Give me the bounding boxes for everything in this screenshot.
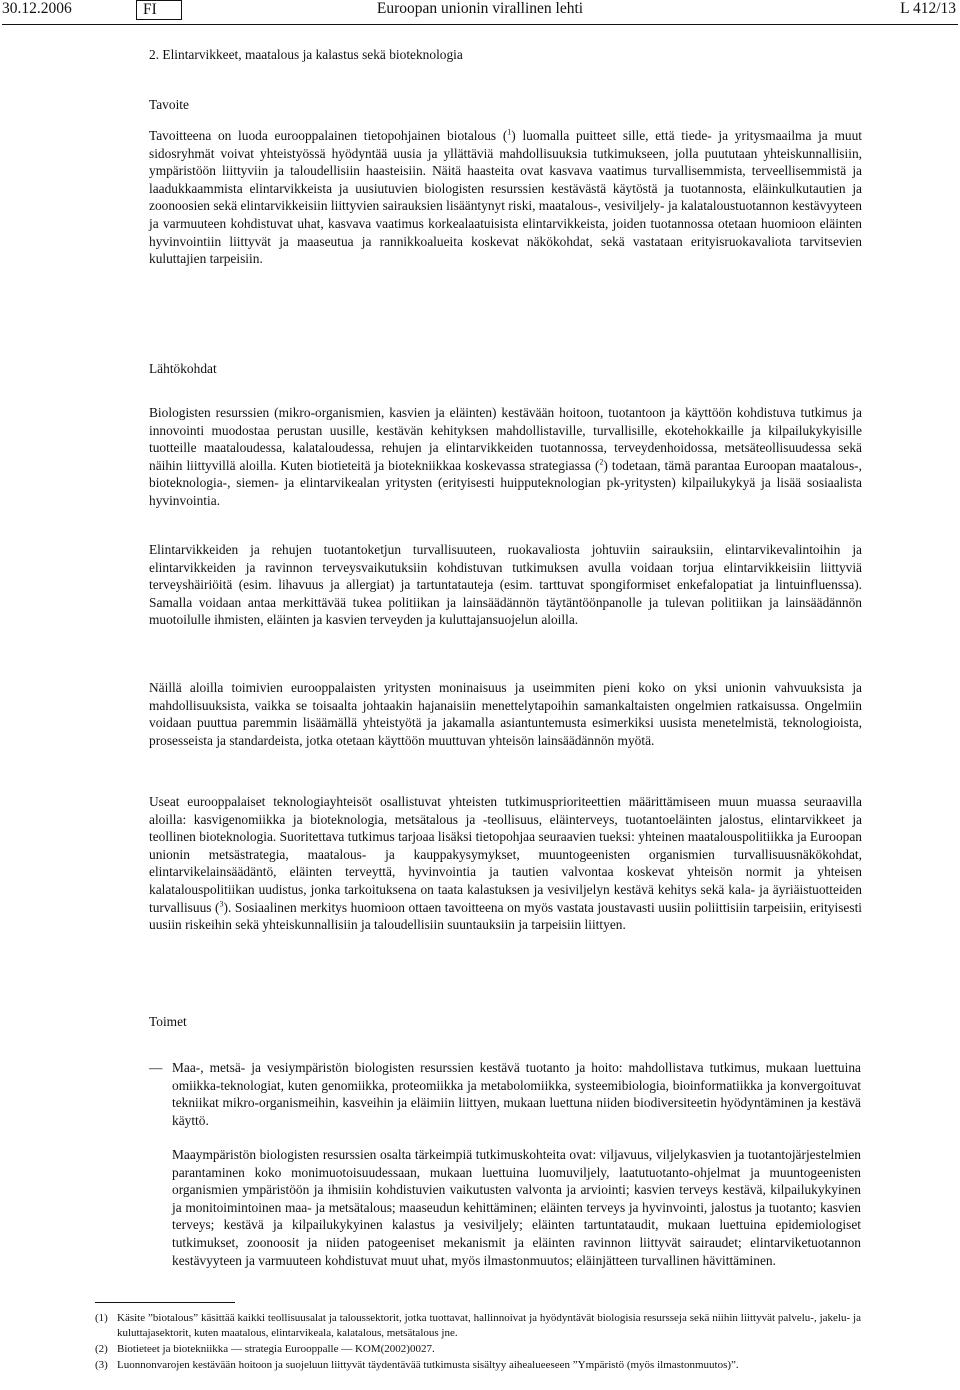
publication-date: 30.12.2006 <box>2 0 72 17</box>
background-paragraph-1 <box>149 404 862 510</box>
language-box: FI <box>136 0 182 20</box>
header-rule <box>2 24 958 25</box>
footnote-mark: (3) <box>95 1359 108 1371</box>
text-run: Useat eurooppalaiset teknologiayhteisöt osallistuvat yhteisten tutkimusprioriteettien määrittämiseen muun muassa seuraavilla aloilla: kasvigenomiikka ja bioteknologia, metsätalous ja -teollisuus, eläinterveys, tuotantoeläinten jalostus, elintarvikkeet ja teollinen bioteknologia. Suoritettava tutkimus tarjoaa lisäksi tietopohjaa seuraavien tueksi: yhteinen maatalouspolitiikka ja Euroopan unionin metsästrategia, maatalous- ja kauppakysymykset, muuntogeenisten organismien turvallisuusnäkökohdat, elintarvikelainsäädäntö, eläinten terveyttä, hyvinvointia ja tautien valvontaa koskevat yhteisön normit ja yhteisen kalatalouspolitiikan uudistus, jonka tarkoituksena on taata kalastuksen ja vesiviljelyn kestävä kehitys sekä kala- ja äyriäistuotteiden turvallisuus ( <box>149 794 862 915</box>
text-run: Tavoitteena on luoda eurooppalainen tietopohjainen biotalous ( <box>149 128 508 143</box>
section-title: 2. Elintarvikkeet, maatalous ja kalastus sekä bioteknologia <box>149 47 463 62</box>
objective-paragraph <box>149 127 862 268</box>
footnote-text: Käsite ”biotalous” käsittää kaikki teollisuusalat ja taloussektorit, jotka tuottavat, hallinnoivat ja hyödyntävät biologisia resursseja sekä niihin liittyvät palvelu-, jakelu- ja kuluttajasektorit, kuten maatalous, elintarvikeala, kalatalous, metsätalous jne. <box>117 1312 861 1339</box>
footnote-ref[interactable]: 3 <box>219 899 224 909</box>
actions-heading: Toimet <box>149 1014 187 1029</box>
footnote-ref[interactable]: 2 <box>599 457 604 467</box>
journal-title: Euroopan unionin virallinen lehti <box>376 0 584 17</box>
text-run: Biologisten resurssien (mikro-organismien, kasvien ja eläinten) kestävään hoitoon, tuotantoon ja käyttöön kohdistuva tutkimus ja innovointi muodostaa perustan uusille, kestävän kehityksen mahdollistaville, turvallisille, ekotehokkaille ja kilpailukykyisille tuotteille maataloudessa, kalataloudessa, rehujen ja elintarvikkeiden tuotannossa, terveydenhoidossa, metsäteollisuudessa sekä näihin liittyvillä aloilla. Kuten biotieteitä ja biotekniikkaa koskevassa strategiassa ( <box>149 405 862 473</box>
background-heading: Lähtökohdat <box>149 361 217 376</box>
list-dash: — <box>149 1060 163 1075</box>
footnote-mark: (2) <box>95 1343 108 1355</box>
background-paragraph-2: Elintarvikkeiden ja rehujen tuotantoketjun turvallisuuteen, ruokavaliosta johtuviin sairauksiin, elintarvikevalintoihin ja elintarvikkeiden ja ravinnon terveysvaikutuksiin kohdistuvan tutkimuksen avulla voidaan torjua elintarvikkeisiin liittyviä terveyshäiriöitä (esim. lihavuus ja allergiat) ja tartuntatauteja (esim. tarttuvat spongiformiset enkefalopatiat ja lintuinfluenssa). Samalla voidaan antaa merkittävää tukea politiikan ja lainsäädännön täytäntöönpanolle ja tulevan politiikan ja lainsäädännön muotoilulle ihmisten, eläinten ja kasvien terveyden ja kuluttajansuojelun aloilla. <box>149 542 862 628</box>
footnote-ref[interactable]: 1 <box>507 127 512 137</box>
page-header <box>0 0 960 24</box>
action-item-1-paragraph-2: Maaympäristön biologisten resurssien osalta tärkeimpiä tutkimuskohteita ovat: viljavuus, viljelykasvien ja tuotantojärjestelmien parantaminen koko monimuotoisuudessaan, mukaan luettuina luomuviljely, laatutuotanto-ohjelmat ja muuntogeenisten organismien ympäristöön ja ihmisiin kohdistuvien vaikutusten valvonta ja arviointi; kasvien terveys kestävä, kilpailukykyinen ja monitoimintoinen maa- ja metsätalous; maaseudun kehittäminen; eläinten terveys ja hyvinvointi, jalostus ja tuotanto; kasvien terveys; kestävä ja kilpailukykyinen kalastus ja vesiviljely; eläinten tartuntataudit, mukaan luettuina epidemiologiset tutkimukset, zoonoosit ja niiden patogeeniset mekanismit ja eläinten ravinnon liittyvät sairaudet; elintarviketuotannon kestävyyteen ja varmuuteen kohdistuvat muut uhat, myös ilmastonmuutos; eläinjätteen turvallinen hävittäminen. <box>172 1147 861 1268</box>
text-run: ). Sosiaalinen merkitys huomioon ottaen tavoitteena on myös vastata joustavasti uusiin poliittisiin tarpeisiin, erityisesti uusiin riskeihin sekä yhteiskunnallisiin ja taloudellisiin suuntauksiin ja tarpeisiin liittyen. <box>149 899 863 933</box>
footnote-text: Biotieteet ja biotekniikka — strategia Eurooppalle — KOM(2002)0027. <box>117 1343 435 1355</box>
page-number: L 412/13 <box>900 0 956 17</box>
background-paragraph-3: Näillä aloilla toimivien eurooppalaisten yritysten moninaisuus ja useimmiten pieni koko on yksi unionin vahvuuksista ja mahdollisuuksista, vaikka se toisaalta johtaakin hajanaisiin menettelytapoihin samankaltaisten ongelmien ratkaisussa. Ongelmiin voidaan puuttua paremmin lisäämällä yhteistyötä ja jakamalla asiantuntemusta esimerkiksi uusista menetelmistä, teknologioista, prosesseista ja standardeista, jotka otetaan käyttöön muuttuvan yhteisön lainsäädännön myötä. <box>149 680 862 748</box>
objective-heading: Tavoite <box>149 97 189 112</box>
footnote-mark: (1) <box>95 1312 108 1324</box>
text-run: ) todetaan, tämä parantaa Euroopan maatalous-, bioteknologia-, siemen- ja elintarvikealan yritysten (erityisesti huipputeknologian pk-yritysten) kilpailukykyä ja lisää sosiaalista hyvinvointia. <box>149 457 862 508</box>
text-run: ) luomalla puitteet sille, että tiede- ja yritysmaailma ja muut sidosryhmät voivat yhteistyössä hyödyntää uusia ja yllättäviä mahdollisuuksia tutkimukseen, jolla puututaan yhteiskunnallisiin, ympäristöön liittyviin ja taloudellisiin haasteisiin. Näitä haasteita ovat kasvava vaatimus turvallisemmista, terveellisemmistä ja laadukkaammista elintarvikkeista ja uusiutuvien biologisten resurssien kestävästä käytöstä ja tuotannosta, eläinkulkutautien ja zoonoosien sekä elintarvikkeisiin liittyvien sairauksien lisääntynyt riski, maatalous-, vesiviljely- ja kalataloustuotannon kestävyyteen ja varmuuteen kohdistuvat uhat, kasvava vaatimus korkealaatuisista elintarvikkeista, joiden tuotannossa otetaan huomioon eläinten hyvinvointiin liittyvät ja maaseutua ja rannikkoalueita koskevat näkökohdat, sekä vastataan erityisruokavaliota tarvitsevien kuluttajien tarpeisiin. <box>149 128 862 267</box>
footnote-text: Luonnonvarojen kestävään hoitoon ja suojeluun liittyvät täydentävää tutkimusta sisältyy aihealueeseen ”Ympäristö (myös ilmastonmuutos)”. <box>117 1359 739 1371</box>
action-item-1: Maa-, metsä- ja vesiympäristön biologisten resurssien kestävä tuotanto ja hoito: mahdollistava tutkimus, mukaan luettuina omiikka-teknologiat, kuten genomiikka, proteomiikka ja metabolomiikka, systeemibiologia, bioinformatiikka ja konvergoituvat tekniikat mikro-organismeihin, kasveihin ja eläimiin liittyen, mukaan luettuna niiden biodiversiteetin hyödyntäminen ja kestävä käyttö. <box>172 1060 861 1128</box>
footnote-rule <box>95 1302 235 1303</box>
background-paragraph-4 <box>149 793 862 934</box>
